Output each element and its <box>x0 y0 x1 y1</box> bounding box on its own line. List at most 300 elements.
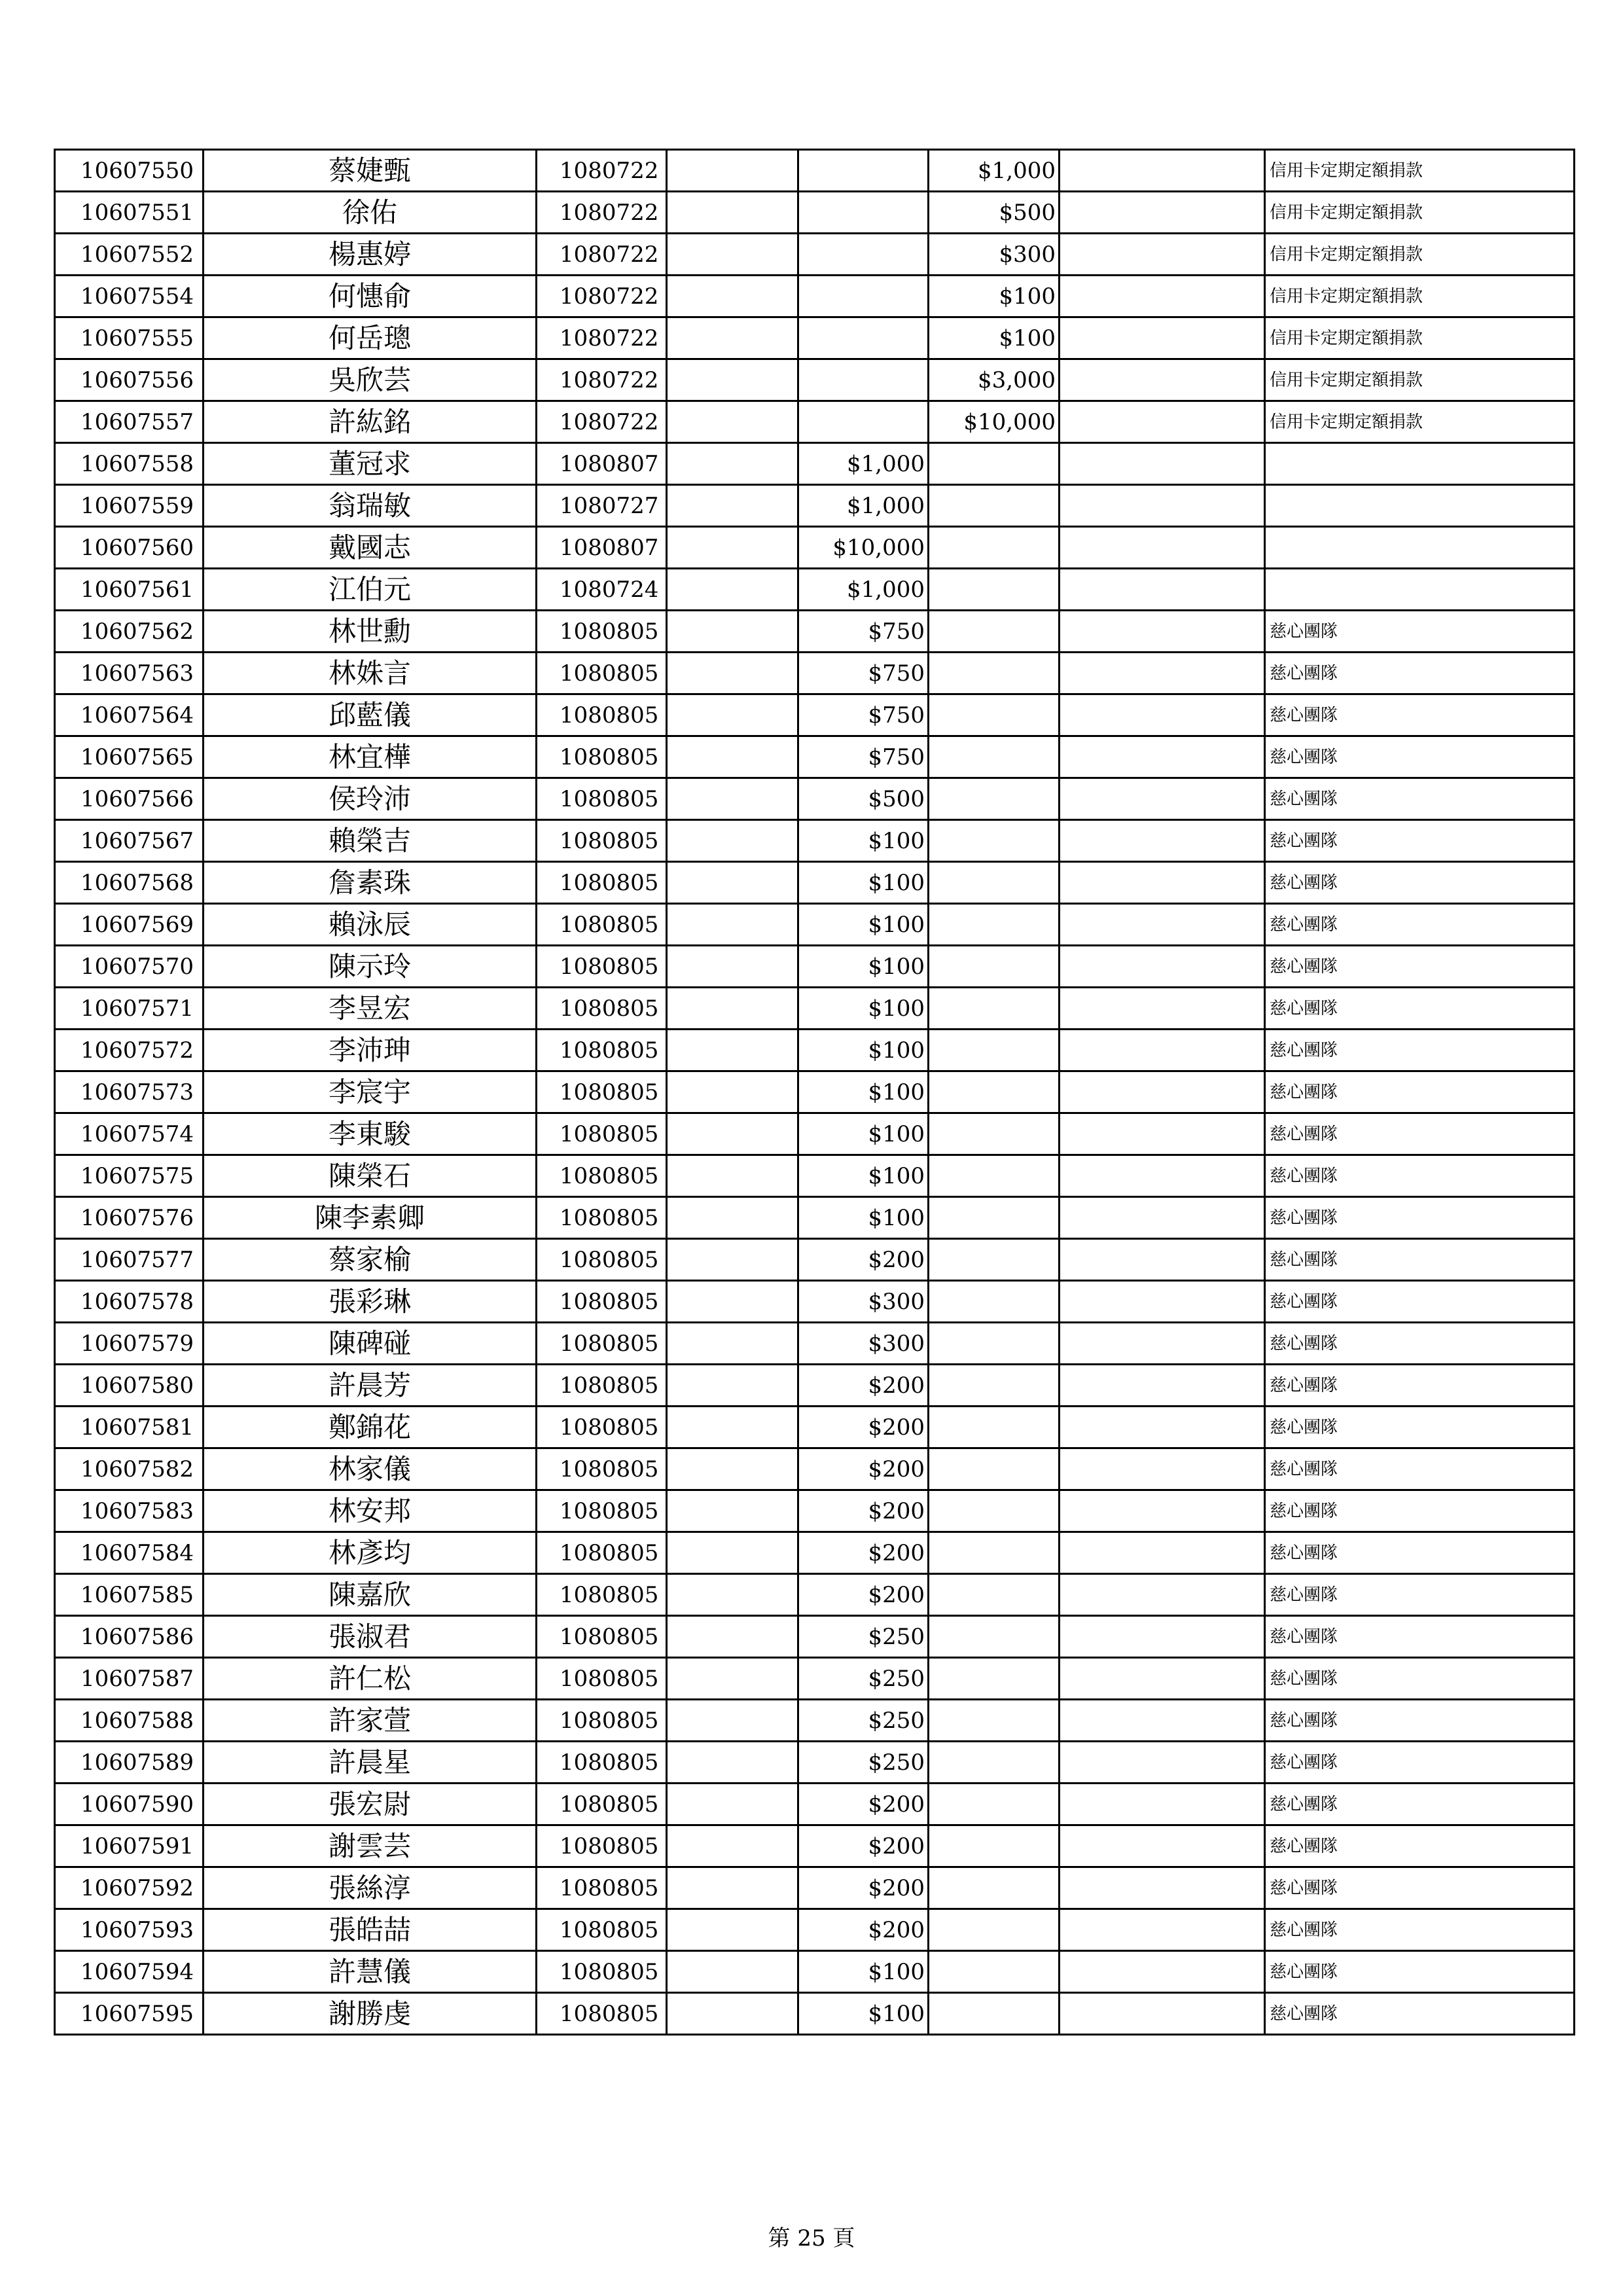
receipt-number-cell: 10607556 <box>55 359 204 401</box>
amount-col-c-cell: $100 <box>929 317 1060 359</box>
donor-name-cell: 鄭錦花 <box>204 1407 537 1448</box>
receipt-number-cell: 10607559 <box>55 485 204 527</box>
amount-col-d-cell <box>1060 1113 1265 1155</box>
amount-col-d-cell <box>1060 694 1265 736</box>
table-row <box>55 1993 1575 2035</box>
amount-col-b-cell: $750 <box>798 694 929 736</box>
donation-date-cell: 1080722 <box>537 192 667 234</box>
amount-col-a-cell <box>667 694 798 736</box>
amount-col-c-cell <box>929 1532 1060 1574</box>
amount-col-c-cell: $300 <box>929 234 1060 276</box>
amount-col-b-cell: $200 <box>798 1784 929 1825</box>
amount-col-a-cell <box>667 276 798 317</box>
donation-date-cell: 1080805 <box>537 1825 667 1867</box>
table-row <box>55 653 1575 694</box>
amount-col-b-cell <box>798 359 929 401</box>
remark-cell: 信用卡定期定額捐款 <box>1265 401 1575 443</box>
amount-col-c-cell <box>929 653 1060 694</box>
amount-col-b-cell: $1,000 <box>798 443 929 485</box>
amount-col-c-cell <box>929 1490 1060 1532</box>
table-row <box>55 401 1575 443</box>
receipt-number-cell: 10607576 <box>55 1197 204 1239</box>
amount-col-c-cell <box>929 904 1060 946</box>
amount-col-d-cell <box>1060 1784 1265 1825</box>
amount-col-a-cell <box>667 1071 798 1113</box>
donation-date-cell: 1080805 <box>537 1742 667 1784</box>
table-row <box>55 150 1575 192</box>
amount-col-a-cell <box>667 904 798 946</box>
amount-col-d-cell <box>1060 1658 1265 1700</box>
donation-date-cell: 1080805 <box>537 1574 667 1616</box>
amount-col-b-cell: $100 <box>798 1993 929 2035</box>
donation-date-cell: 1080805 <box>537 1365 667 1407</box>
table-row <box>55 1071 1575 1113</box>
donor-name-cell: 賴榮吉 <box>204 820 537 862</box>
donation-date-cell: 1080805 <box>537 1490 667 1532</box>
donor-name-cell: 何憓俞 <box>204 276 537 317</box>
table-row <box>55 317 1575 359</box>
table-row <box>55 1030 1575 1071</box>
table-row <box>55 1323 1575 1365</box>
receipt-number-cell: 10607561 <box>55 569 204 611</box>
amount-col-b-cell: $250 <box>798 1742 929 1784</box>
table-row <box>55 1365 1575 1407</box>
receipt-number-cell: 10607578 <box>55 1281 204 1323</box>
remark-cell: 慈心團隊 <box>1265 904 1575 946</box>
amount-col-c-cell <box>929 1113 1060 1155</box>
table-row <box>55 1448 1575 1490</box>
remark-cell: 慈心團隊 <box>1265 1909 1575 1951</box>
remark-cell: 慈心團隊 <box>1265 1197 1575 1239</box>
remark-cell: 信用卡定期定額捐款 <box>1265 150 1575 192</box>
remark-cell: 慈心團隊 <box>1265 1071 1575 1113</box>
amount-col-b-cell: $100 <box>798 1197 929 1239</box>
table-row <box>55 1113 1575 1155</box>
donation-date-cell: 1080724 <box>537 569 667 611</box>
amount-col-b-cell: $750 <box>798 611 929 653</box>
amount-col-d-cell <box>1060 443 1265 485</box>
amount-col-a-cell <box>667 234 798 276</box>
remark-cell: 慈心團隊 <box>1265 1951 1575 1993</box>
amount-col-c-cell <box>929 443 1060 485</box>
amount-col-d-cell <box>1060 820 1265 862</box>
table-row <box>55 1658 1575 1700</box>
donation-date-cell: 1080805 <box>537 1281 667 1323</box>
amount-col-d-cell <box>1060 1281 1265 1323</box>
remark-cell: 慈心團隊 <box>1265 1030 1575 1071</box>
amount-col-a-cell <box>667 1448 798 1490</box>
remark-cell: 慈心團隊 <box>1265 1281 1575 1323</box>
amount-col-a-cell <box>667 1616 798 1658</box>
receipt-number-cell: 10607583 <box>55 1490 204 1532</box>
donation-date-cell: 1080807 <box>537 443 667 485</box>
amount-col-c-cell: $1,000 <box>929 150 1060 192</box>
receipt-number-cell: 10607552 <box>55 234 204 276</box>
donor-name-cell: 許晨芳 <box>204 1365 537 1407</box>
amount-col-b-cell: $200 <box>798 1825 929 1867</box>
donation-date-cell: 1080805 <box>537 988 667 1030</box>
amount-col-b-cell: $100 <box>798 904 929 946</box>
remark-cell: 信用卡定期定額捐款 <box>1265 276 1575 317</box>
receipt-number-cell: 10607587 <box>55 1658 204 1700</box>
amount-col-c-cell <box>929 1867 1060 1909</box>
remark-cell: 慈心團隊 <box>1265 1784 1575 1825</box>
amount-col-d-cell <box>1060 527 1265 569</box>
receipt-number-cell: 10607550 <box>55 150 204 192</box>
donor-name-cell: 李昱宏 <box>204 988 537 1030</box>
amount-col-d-cell <box>1060 401 1265 443</box>
donation-date-cell: 1080722 <box>537 359 667 401</box>
amount-col-d-cell <box>1060 904 1265 946</box>
amount-col-a-cell <box>667 988 798 1030</box>
amount-col-b-cell: $200 <box>798 1407 929 1448</box>
donation-date-cell: 1080805 <box>537 862 667 904</box>
amount-col-b-cell: $200 <box>798 1574 929 1616</box>
amount-col-a-cell <box>667 1155 798 1197</box>
amount-col-b-cell: $100 <box>798 1113 929 1155</box>
table-row <box>55 1532 1575 1574</box>
amount-col-a-cell <box>667 1113 798 1155</box>
receipt-number-cell: 10607575 <box>55 1155 204 1197</box>
amount-col-d-cell <box>1060 736 1265 778</box>
remark-cell: 慈心團隊 <box>1265 1532 1575 1574</box>
amount-col-a-cell <box>667 1951 798 1993</box>
donor-name-cell: 賴泳辰 <box>204 904 537 946</box>
amount-col-c-cell <box>929 569 1060 611</box>
amount-col-a-cell <box>667 1030 798 1071</box>
amount-col-a-cell <box>667 1784 798 1825</box>
table-row <box>55 1574 1575 1616</box>
amount-col-c-cell <box>929 1323 1060 1365</box>
donation-date-cell: 1080805 <box>537 611 667 653</box>
amount-col-b-cell: $10,000 <box>798 527 929 569</box>
amount-col-b-cell: $500 <box>798 778 929 820</box>
amount-col-c-cell <box>929 1407 1060 1448</box>
amount-col-d-cell <box>1060 1155 1265 1197</box>
table-row <box>55 1407 1575 1448</box>
amount-col-d-cell <box>1060 988 1265 1030</box>
amount-col-c-cell <box>929 1993 1060 2035</box>
amount-col-c-cell <box>929 1658 1060 1700</box>
amount-col-d-cell <box>1060 778 1265 820</box>
table-row <box>55 1909 1575 1951</box>
table-row <box>55 862 1575 904</box>
table-row <box>55 946 1575 988</box>
table-row <box>55 736 1575 778</box>
remark-cell: 慈心團隊 <box>1265 694 1575 736</box>
amount-col-a-cell <box>667 736 798 778</box>
amount-col-d-cell <box>1060 1574 1265 1616</box>
receipt-number-cell: 10607555 <box>55 317 204 359</box>
receipt-number-cell: 10607595 <box>55 1993 204 2035</box>
amount-col-b-cell: $200 <box>798 1448 929 1490</box>
amount-col-a-cell <box>667 1825 798 1867</box>
amount-col-b-cell <box>798 150 929 192</box>
amount-col-c-cell: $10,000 <box>929 401 1060 443</box>
remark-cell: 慈心團隊 <box>1265 1616 1575 1658</box>
amount-col-a-cell <box>667 192 798 234</box>
amount-col-d-cell <box>1060 1365 1265 1407</box>
amount-col-c-cell <box>929 1448 1060 1490</box>
donor-name-cell: 董冠求 <box>204 443 537 485</box>
amount-col-b-cell: $250 <box>798 1658 929 1700</box>
donor-name-cell: 張絲淳 <box>204 1867 537 1909</box>
page-number: 第 25 頁 <box>768 2225 855 2251</box>
donor-name-cell: 林世勳 <box>204 611 537 653</box>
table-row <box>55 1700 1575 1742</box>
amount-col-c-cell <box>929 862 1060 904</box>
amount-col-b-cell: $100 <box>798 1155 929 1197</box>
donor-name-cell: 李沛珅 <box>204 1030 537 1071</box>
remark-cell: 慈心團隊 <box>1265 1448 1575 1490</box>
table-row <box>55 359 1575 401</box>
donor-name-cell: 謝雲芸 <box>204 1825 537 1867</box>
donation-date-cell: 1080722 <box>537 401 667 443</box>
receipt-number-cell: 10607554 <box>55 276 204 317</box>
donation-date-cell: 1080722 <box>537 276 667 317</box>
table-row <box>55 192 1575 234</box>
amount-col-b-cell: $100 <box>798 1951 929 1993</box>
remark-cell <box>1265 569 1575 611</box>
remark-cell: 慈心團隊 <box>1265 1993 1575 2035</box>
table-row <box>55 778 1575 820</box>
donation-table <box>54 149 1575 2036</box>
donation-date-cell: 1080722 <box>537 150 667 192</box>
amount-col-a-cell <box>667 527 798 569</box>
amount-col-c-cell <box>929 1155 1060 1197</box>
donation-date-cell: 1080807 <box>537 527 667 569</box>
donation-date-cell: 1080805 <box>537 1407 667 1448</box>
amount-col-b-cell: $100 <box>798 1030 929 1071</box>
amount-col-d-cell <box>1060 1490 1265 1532</box>
donor-name-cell: 許家萱 <box>204 1700 537 1742</box>
receipt-number-cell: 10607584 <box>55 1532 204 1574</box>
donation-date-cell: 1080805 <box>537 1448 667 1490</box>
receipt-number-cell: 10607571 <box>55 988 204 1030</box>
remark-cell <box>1265 527 1575 569</box>
donor-name-cell: 江伯元 <box>204 569 537 611</box>
receipt-number-cell: 10607589 <box>55 1742 204 1784</box>
amount-col-a-cell <box>667 1197 798 1239</box>
receipt-number-cell: 10607582 <box>55 1448 204 1490</box>
donation-date-cell: 1080805 <box>537 778 667 820</box>
remark-cell: 慈心團隊 <box>1265 1700 1575 1742</box>
amount-col-b-cell: $200 <box>798 1239 929 1281</box>
remark-cell: 慈心團隊 <box>1265 862 1575 904</box>
amount-col-c-cell <box>929 694 1060 736</box>
amount-col-a-cell <box>667 359 798 401</box>
donor-name-cell: 張宏尉 <box>204 1784 537 1825</box>
remark-cell: 慈心團隊 <box>1265 1490 1575 1532</box>
amount-col-a-cell <box>667 1909 798 1951</box>
receipt-number-cell: 10607581 <box>55 1407 204 1448</box>
remark-cell: 信用卡定期定額捐款 <box>1265 359 1575 401</box>
amount-col-c-cell <box>929 1365 1060 1407</box>
donation-date-cell: 1080805 <box>537 1616 667 1658</box>
amount-col-a-cell <box>667 1700 798 1742</box>
donation-date-cell: 1080805 <box>537 820 667 862</box>
amount-col-d-cell <box>1060 192 1265 234</box>
amount-col-c-cell <box>929 988 1060 1030</box>
remark-cell: 信用卡定期定額捐款 <box>1265 192 1575 234</box>
donation-date-cell: 1080805 <box>537 1993 667 2035</box>
donor-name-cell: 何岳璁 <box>204 317 537 359</box>
receipt-number-cell: 10607577 <box>55 1239 204 1281</box>
receipt-number-cell: 10607569 <box>55 904 204 946</box>
donation-date-cell: 1080805 <box>537 1113 667 1155</box>
amount-col-a-cell <box>667 653 798 694</box>
amount-col-d-cell <box>1060 1742 1265 1784</box>
amount-col-b-cell: $300 <box>798 1281 929 1323</box>
table-row <box>55 904 1575 946</box>
donor-name-cell: 陳李素卿 <box>204 1197 537 1239</box>
amount-col-b-cell: $1,000 <box>798 485 929 527</box>
receipt-number-cell: 10607560 <box>55 527 204 569</box>
amount-col-d-cell <box>1060 1532 1265 1574</box>
amount-col-b-cell: $300 <box>798 1323 929 1365</box>
amount-col-a-cell <box>667 569 798 611</box>
amount-col-a-cell <box>667 317 798 359</box>
amount-col-c-cell <box>929 1784 1060 1825</box>
amount-col-b-cell <box>798 276 929 317</box>
donation-date-cell: 1080805 <box>537 736 667 778</box>
table-row <box>55 234 1575 276</box>
receipt-number-cell: 10607565 <box>55 736 204 778</box>
receipt-number-cell: 10607558 <box>55 443 204 485</box>
amount-col-b-cell: $200 <box>798 1867 929 1909</box>
remark-cell: 慈心團隊 <box>1265 1867 1575 1909</box>
amount-col-d-cell <box>1060 1951 1265 1993</box>
donation-date-cell: 1080805 <box>537 1909 667 1951</box>
amount-col-d-cell <box>1060 1825 1265 1867</box>
amount-col-d-cell <box>1060 1993 1265 2035</box>
donor-name-cell: 蔡家榆 <box>204 1239 537 1281</box>
amount-col-c-cell <box>929 1700 1060 1742</box>
amount-col-d-cell <box>1060 317 1265 359</box>
receipt-number-cell: 10607557 <box>55 401 204 443</box>
amount-col-c-cell <box>929 611 1060 653</box>
donation-date-cell: 1080805 <box>537 694 667 736</box>
table-row <box>55 1490 1575 1532</box>
receipt-number-cell: 10607572 <box>55 1030 204 1071</box>
receipt-number-cell: 10607551 <box>55 192 204 234</box>
table-row <box>55 1239 1575 1281</box>
amount-col-c-cell <box>929 1030 1060 1071</box>
donor-name-cell: 翁瑞敏 <box>204 485 537 527</box>
donor-name-cell: 李東駿 <box>204 1113 537 1155</box>
remark-cell: 慈心團隊 <box>1265 1323 1575 1365</box>
amount-col-d-cell <box>1060 1030 1265 1071</box>
table-row <box>55 1951 1575 1993</box>
amount-col-a-cell <box>667 1742 798 1784</box>
table-row <box>55 988 1575 1030</box>
remark-cell: 慈心團隊 <box>1265 1407 1575 1448</box>
remark-cell: 慈心團隊 <box>1265 1155 1575 1197</box>
donor-name-cell: 張彩琳 <box>204 1281 537 1323</box>
amount-col-a-cell <box>667 1239 798 1281</box>
receipt-number-cell: 10607568 <box>55 862 204 904</box>
amount-col-c-cell <box>929 1239 1060 1281</box>
amount-col-a-cell <box>667 443 798 485</box>
donor-name-cell: 邱藍儀 <box>204 694 537 736</box>
receipt-number-cell: 10607579 <box>55 1323 204 1365</box>
amount-col-c-cell <box>929 485 1060 527</box>
amount-col-c-cell <box>929 1909 1060 1951</box>
amount-col-d-cell <box>1060 1448 1265 1490</box>
amount-col-d-cell <box>1060 359 1265 401</box>
amount-col-a-cell <box>667 1365 798 1407</box>
amount-col-c-cell <box>929 1616 1060 1658</box>
remark-cell: 慈心團隊 <box>1265 1742 1575 1784</box>
donor-name-cell: 陳嘉欣 <box>204 1574 537 1616</box>
table-row <box>55 569 1575 611</box>
donor-name-cell: 李宸宇 <box>204 1071 537 1113</box>
amount-col-d-cell <box>1060 1197 1265 1239</box>
table-row <box>55 1281 1575 1323</box>
amount-col-b-cell: $200 <box>798 1909 929 1951</box>
table-row <box>55 1155 1575 1197</box>
donor-name-cell: 許仁松 <box>204 1658 537 1700</box>
donor-name-cell: 張皓喆 <box>204 1909 537 1951</box>
donation-date-cell: 1080805 <box>537 1532 667 1574</box>
receipt-number-cell: 10607580 <box>55 1365 204 1407</box>
amount-col-a-cell <box>667 485 798 527</box>
remark-cell: 慈心團隊 <box>1265 1574 1575 1616</box>
amount-col-d-cell <box>1060 150 1265 192</box>
amount-col-d-cell <box>1060 862 1265 904</box>
remark-cell: 慈心團隊 <box>1265 736 1575 778</box>
amount-col-d-cell <box>1060 1071 1265 1113</box>
remark-cell: 慈心團隊 <box>1265 1239 1575 1281</box>
amount-col-b-cell <box>798 317 929 359</box>
amount-col-b-cell <box>798 234 929 276</box>
amount-col-a-cell <box>667 820 798 862</box>
amount-col-c-cell: $3,000 <box>929 359 1060 401</box>
amount-col-c-cell <box>929 1742 1060 1784</box>
donation-date-cell: 1080805 <box>537 653 667 694</box>
donation-date-cell: 1080722 <box>537 317 667 359</box>
amount-col-a-cell <box>667 401 798 443</box>
remark-cell: 慈心團隊 <box>1265 1825 1575 1867</box>
amount-col-d-cell <box>1060 485 1265 527</box>
remark-cell: 慈心團隊 <box>1265 653 1575 694</box>
amount-col-a-cell <box>667 778 798 820</box>
remark-cell: 信用卡定期定額捐款 <box>1265 234 1575 276</box>
table-row <box>55 820 1575 862</box>
amount-col-c-cell <box>929 1574 1060 1616</box>
amount-col-c-cell <box>929 736 1060 778</box>
receipt-number-cell: 10607567 <box>55 820 204 862</box>
receipt-number-cell: 10607585 <box>55 1574 204 1616</box>
receipt-number-cell: 10607590 <box>55 1784 204 1825</box>
amount-col-c-cell <box>929 778 1060 820</box>
receipt-number-cell: 10607591 <box>55 1825 204 1867</box>
donor-name-cell: 張淑君 <box>204 1616 537 1658</box>
receipt-number-cell: 10607593 <box>55 1909 204 1951</box>
amount-col-b-cell: $100 <box>798 988 929 1030</box>
remark-cell: 慈心團隊 <box>1265 820 1575 862</box>
donor-name-cell: 許紘銘 <box>204 401 537 443</box>
donor-name-cell: 林安邦 <box>204 1490 537 1532</box>
amount-col-c-cell <box>929 1825 1060 1867</box>
table-row <box>55 485 1575 527</box>
amount-col-b-cell: $750 <box>798 653 929 694</box>
table-row <box>55 527 1575 569</box>
receipt-number-cell: 10607588 <box>55 1700 204 1742</box>
receipt-number-cell: 10607586 <box>55 1616 204 1658</box>
amount-col-c-cell <box>929 1197 1060 1239</box>
donation-date-cell: 1080805 <box>537 1867 667 1909</box>
